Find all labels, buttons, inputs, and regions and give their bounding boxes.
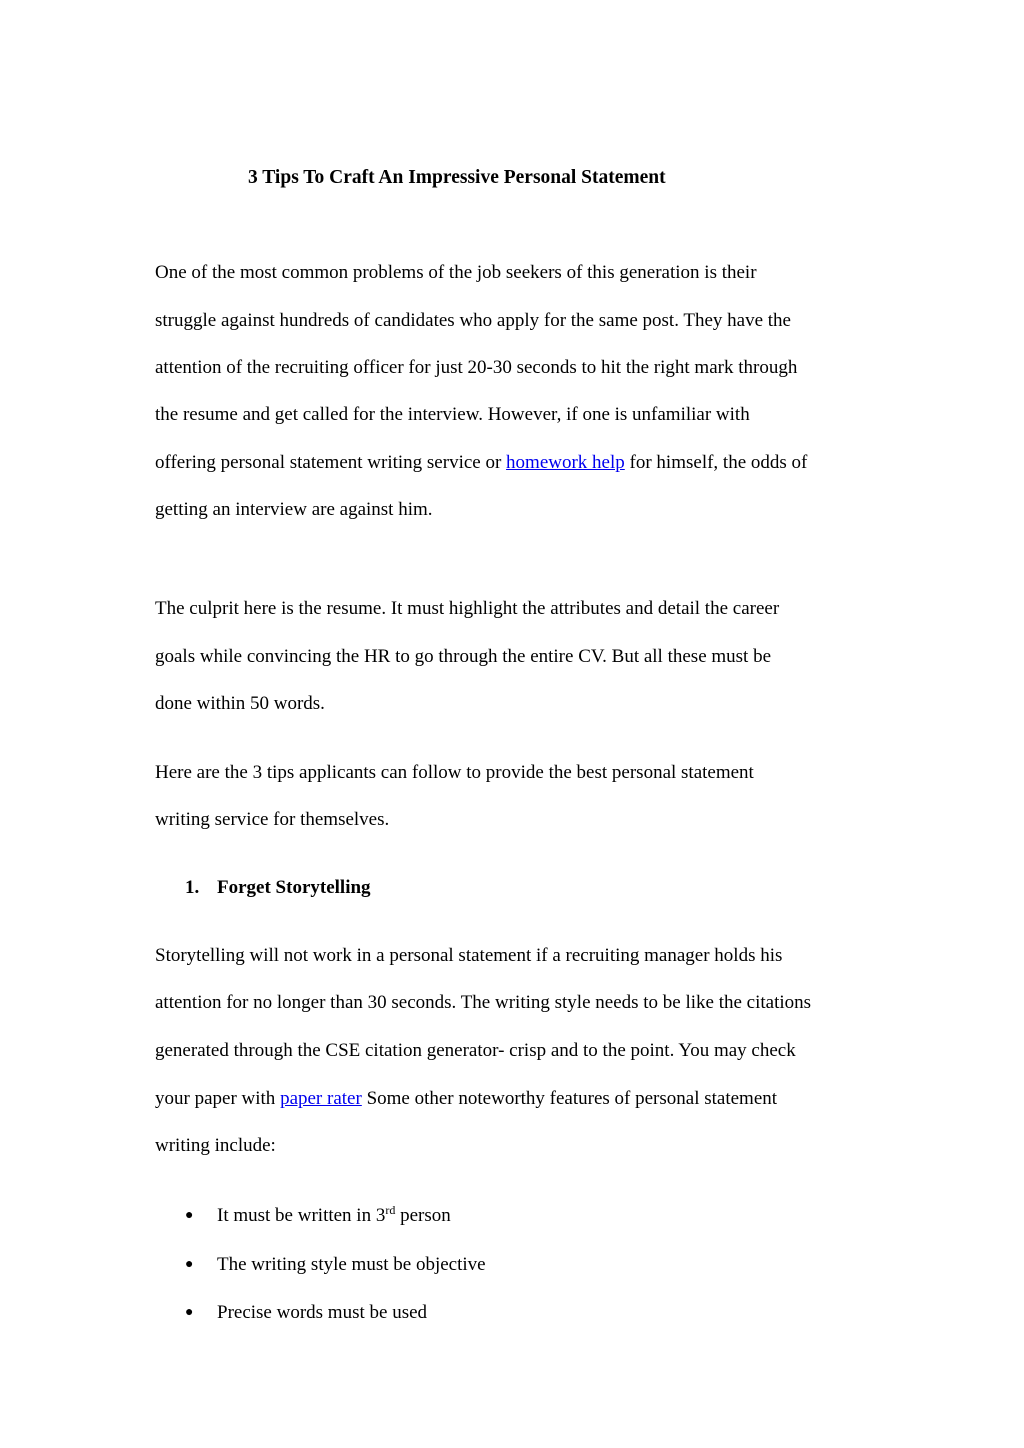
paragraph-line: Here are the 3 tips applicants can follow to provide the best personal statement [155,762,754,783]
bullet-icon: ● [185,1257,194,1272]
paragraph-line: writing service for themselves. [155,809,390,830]
bullet-item [185,1303,427,1322]
text-segment: offering personal statement writing service or [155,452,507,473]
paper-rater-link[interactable]: paper rater [280,1088,362,1109]
paragraph-line: One of the most common problems of the job seekers of this generation is their [155,262,757,283]
bullet-icon: ● [185,1305,194,1320]
paragraph-line: writing include: [155,1135,276,1156]
paragraph-line: generated through the CSE citation generator- crisp and to the point. You may check [155,1040,796,1061]
bullet-icon: ● [185,1208,194,1223]
superscript: rd [385,1203,396,1217]
bullet-text: It must be written in 3 [217,1205,386,1226]
document-title: 3 Tips To Craft An Impressive Personal Statement [248,167,666,188]
paragraph-line: struggle against hundreds of candidates who apply for the same post. They have the [155,310,791,331]
section-heading [185,878,371,897]
bullet-text: Precise words must be used [217,1302,428,1323]
text-segment: your paper with [155,1088,281,1109]
paragraph-line: Storytelling will not work in a personal statement if a recruiting manager holds his [155,945,783,966]
paragraph-line [155,1089,777,1108]
section-heading-text: Forget Storytelling [217,877,371,898]
paragraph-line: attention for no longer than 30 seconds. The writing style needs to be like the citations [155,992,812,1013]
paragraph-line: The culprit here is the resume. It must highlight the attributes and detail the career [155,598,780,619]
bullet-item [185,1255,486,1274]
bullet-item [185,1203,451,1226]
text-segment: Some other noteworthy features of personal statement [361,1088,778,1109]
bullet-text: person [395,1205,451,1226]
paragraph-line: done within 50 words. [155,693,325,714]
text-segment: for himself, the odds of [624,452,808,473]
bullet-text: The writing style must be objective [217,1254,486,1275]
paragraph-line: the resume and get called for the interview. However, if one is unfamiliar with [155,404,750,425]
paragraph-line: attention of the recruiting officer for just 20-30 seconds to hit the right mark through [155,357,798,378]
paragraph-line: getting an interview are against him. [155,499,433,520]
paragraph-line [155,453,807,472]
homework-help-link[interactable]: homework help [506,452,625,473]
section-number: 1. [185,877,200,898]
paragraph-line: goals while convincing the HR to go through the entire CV. But all these must be [155,646,772,667]
